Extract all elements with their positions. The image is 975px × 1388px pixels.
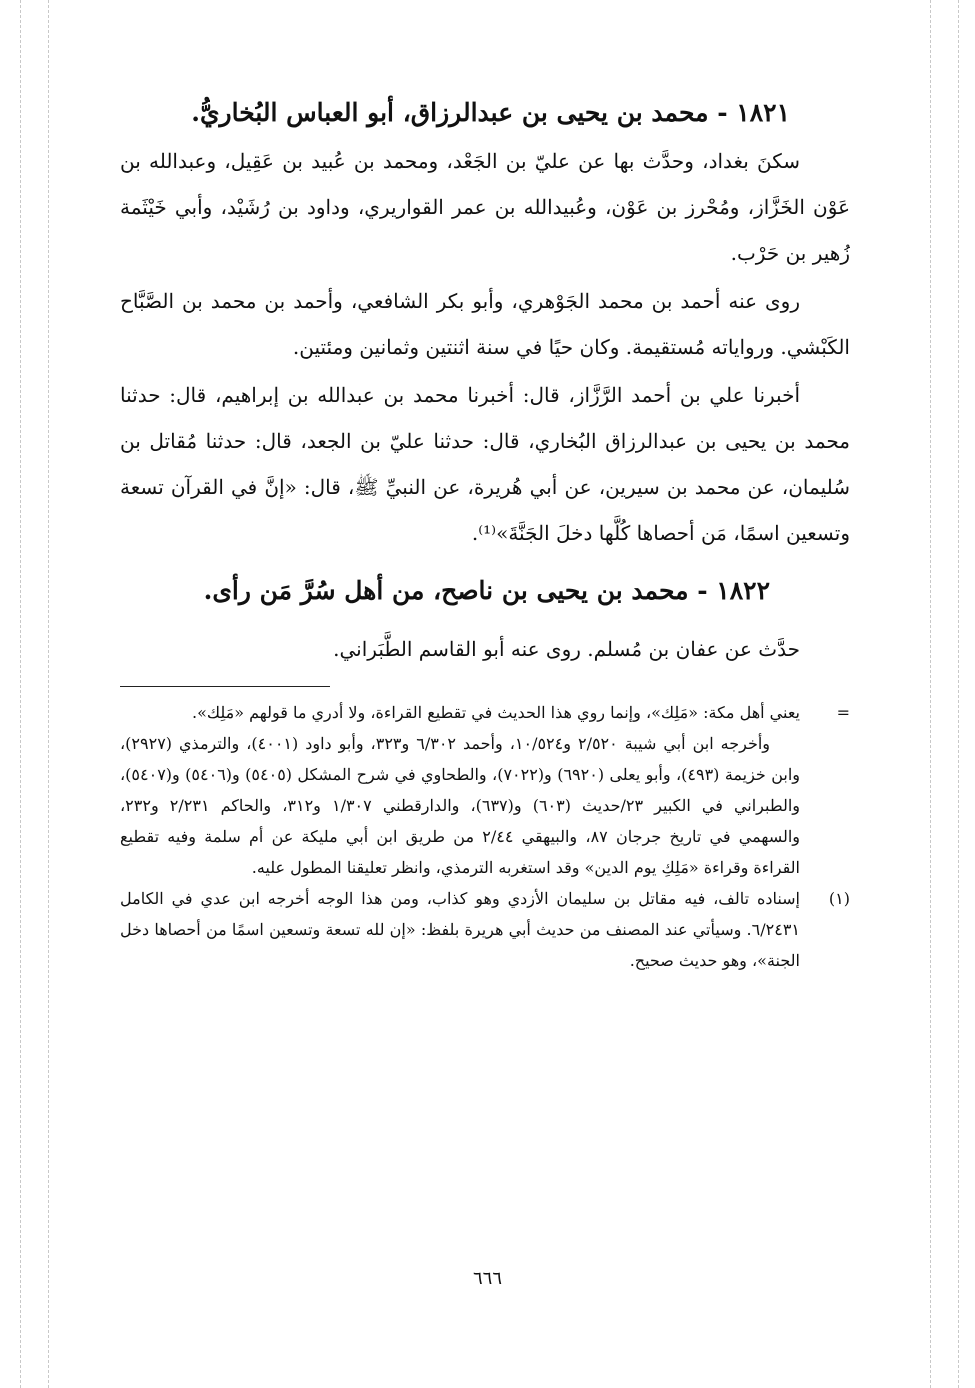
footnote-text: وأخرجه ابن أبي شيبة ٢/٥٢٠ و١٠/٥٢٤، وأحمد ٦/٣٠٢ و٣٢٣، وأبو داود (٤٠٠١)، والترمذي (٢٩٢٧)، وابن خزيمة (٤٩٣)، وأبو يعلى (٦٩٢٠) و(٧٠٢٢)، والطحاوي في شرح المشكل (٥٤٠٥) و(٥٤٠٦) و(٥٤٠٧)، والطبراني في الكبير ٢٣/حديث (٦٠٣) و(٦٣٧)، والدارقطني ١/٣٠٧ و٣١٢، والحاكم ٢/٢٣١ و٢٣٢، والسهمي في تاريخ جرجان ٨٧، والبيهقي ٢/٤٤ من طريق ابن أبي مليكة عن أم سلمة وفيه تقطيع القراءة وقراءة «مَلِكِ يوم الدين» وقد استغربه الترمذي، وانظر تعليقنا المطول عليه.: [120, 734, 801, 877]
footnote-separator: [120, 686, 330, 687]
entry-paragraph: حدَّث عن عفان بن مُسلم. روى عنه أبو القاسم الطَّبَراني.: [333, 637, 800, 661]
footnote-continued: [120, 697, 850, 728]
footnote-text: إسناده تالف، فيه مقاتل بن سليمان الأزدي وهو كذاب، ومن هذا الوجه أخرجه ابن عدي في الكامل ٦/٢٤٣١. وسيأتي عند المصنف من حديث أبي هريرة بلفظ: «إن لله تسعة وتسعين اسمًا من أحصاها دخل الجنة»، وهو حديث صحيح.: [120, 889, 800, 970]
scan-guide-line: [958, 0, 959, 1388]
footnotes: [120, 697, 850, 976]
footnote-text: يعني أهل مكة: «مَلِك»، وإنما روي هذا الحديث في تقطيع القراءة، ولا أدري ما قولهم «مَلِك».: [191, 703, 800, 722]
footnote-1: [120, 883, 850, 976]
entry-paragraph: سكنَ بغداد، وحدَّث بها عن عليّ بن الجَعْد، ومحمد بن عُبيد بن عَقِيل، وعبدالله بن عَوْن الخَزَّاز، ومُحْرز بن عَوْن، وعُبيدالله بن عمر القواريري، وداود بن رُشَيْد، وأبي خَيْثَمة زُهير بن حَرْب.: [120, 149, 850, 265]
entry-paragraph: أخبرنا علي بن أحمد الرَّزَّاز، قال: أخبرنا محمد بن عبدالله بن إبراهيم، قال: حدثنا محمد بن يحيى بن عبدالرزاق البُخاري، قال: حدثنا عليّ بن الجعد، قال: حدثنا مُقاتل بن سُليمان، عن محمد بن سيرين، عن أبي هُريرة، عن النبيِّ ﷺ، قال: «إنَّ في القرآن تسعة وتسعين اسمًا، مَن أحصاها كُلَّها دخلَ الجَنَّةَ»⁽¹⁾.: [120, 383, 850, 545]
entry-heading-1821: ١٨٢١ - محمد بن يحيى بن عبدالرزاق، أبو العباس البُخاريُّ.: [191, 98, 790, 127]
footnote-marker: (١): [828, 889, 850, 908]
entry-heading-1822: ١٨٢٢ - محمد بن يحيى بن ناصح، من أهل سُرَّ مَن رأى.: [203, 576, 770, 605]
scan-guide-line: [48, 0, 49, 1388]
page-content: [120, 88, 850, 976]
footnote-marker: =: [836, 703, 850, 722]
scan-guide-line: [20, 0, 21, 1388]
scan-guide-line: [930, 0, 931, 1388]
footnote-continued-paragraph: [120, 728, 850, 883]
page-number: ٦٦٦: [472, 1268, 502, 1289]
entry-paragraph: روى عنه أحمد بن محمد الجَوْهري، وأبو بكر الشافعي، وأحمد بن محمد بن الصَّبَّاح الكَبْشي. ورواياته مُستقيمة. وكان حيًا في سنة اثنتين وثمانين ومئتين.: [120, 289, 850, 359]
